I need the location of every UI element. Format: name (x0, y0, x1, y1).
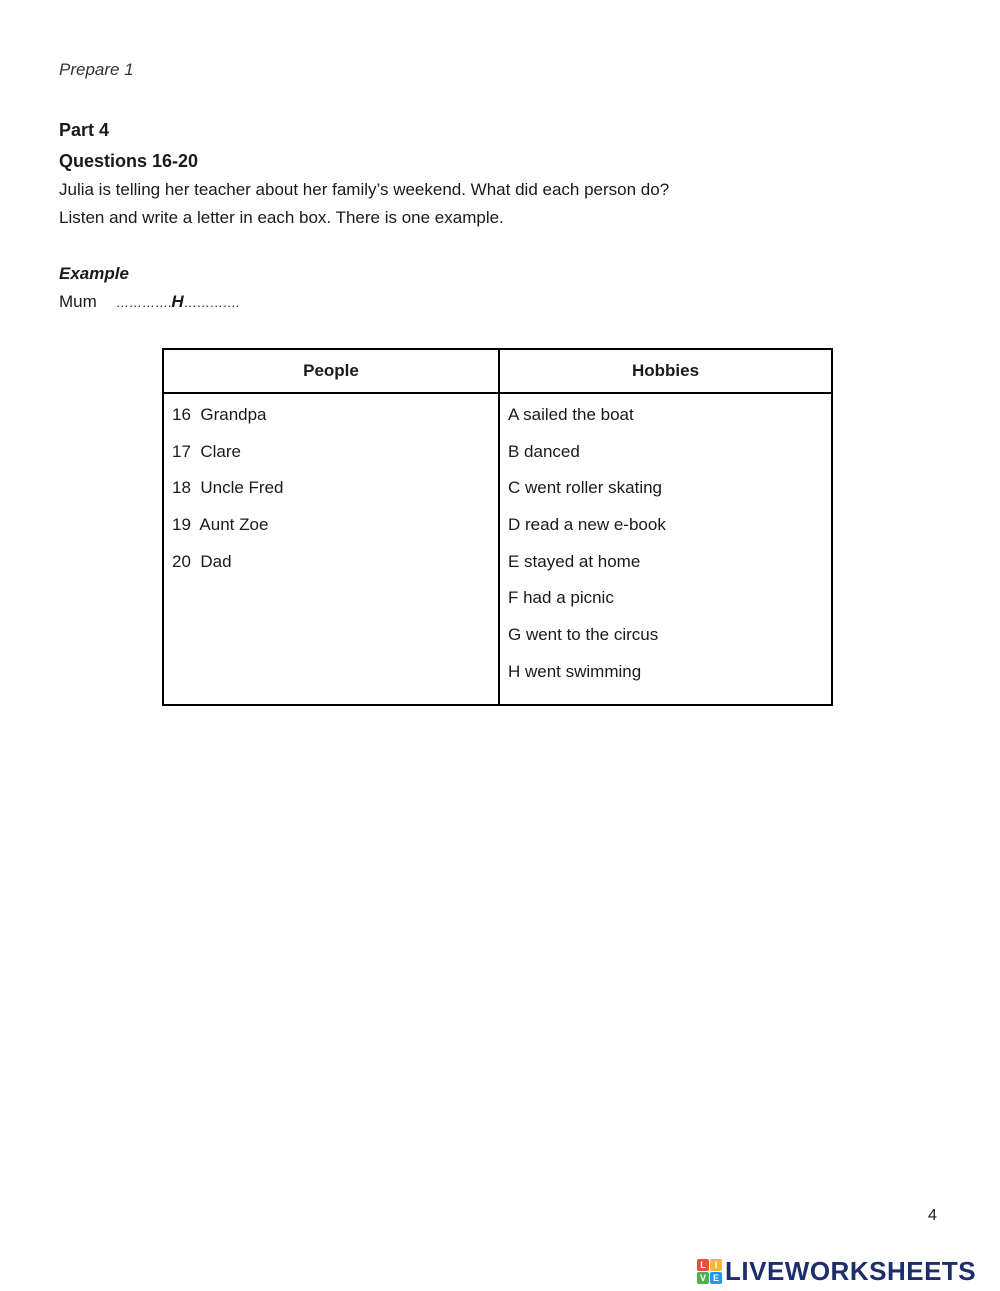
matching-table (162, 348, 833, 706)
hobby-item: H went swimming (508, 661, 642, 681)
liveworksheets-logo[interactable] (697, 1256, 976, 1286)
example-dots-after: …………. (183, 295, 240, 310)
hobby-item: G went to the circus (508, 625, 659, 645)
hobby-item: E stayed at home (508, 551, 641, 571)
example-line (59, 292, 239, 312)
hobbies-header: Hobbies (499, 349, 832, 393)
part-title: Part 4 (59, 120, 110, 140)
logo-letter: V (697, 1272, 709, 1284)
example-label: Example (59, 264, 129, 283)
person-item: 16 Grandpa (172, 405, 267, 424)
example-answer: H (171, 292, 184, 311)
series-title: Prepare 1 (59, 60, 134, 79)
hobby-item: D read a new e-book (508, 515, 666, 535)
hobbies-column (499, 393, 832, 705)
instruction-line-1: Julia is telling her teacher about her family’s weekend. What did each person do? (59, 180, 670, 199)
person-item: 18 Uncle Fred (172, 478, 284, 498)
page-number: 4 (928, 1207, 937, 1224)
hobby-item: A sailed the boat (508, 405, 634, 424)
person-item: 19 Aunt Zoe (172, 515, 269, 535)
logo-letter: L (697, 1259, 709, 1271)
example-person: Mum (59, 292, 97, 311)
person-item: 17 Clare (172, 441, 241, 461)
questions-range: Questions 16-20 (59, 151, 199, 171)
hobby-item: B danced (508, 441, 580, 461)
logo-letter: I (710, 1259, 722, 1271)
logo-text: LIVEWORKSHEETS (725, 1255, 977, 1286)
logo-icon (697, 1259, 722, 1284)
example-dots-before: …………. (115, 295, 172, 310)
instruction-line-2: Listen and write a letter in each box. There is one example. (59, 208, 504, 227)
people-header: People (163, 349, 499, 393)
hobby-item: F had a picnic (508, 588, 614, 608)
hobby-item: C went roller skating (508, 478, 663, 498)
logo-letter: E (710, 1272, 722, 1284)
person-item: 20 Dad (172, 551, 232, 571)
people-column (163, 393, 499, 705)
